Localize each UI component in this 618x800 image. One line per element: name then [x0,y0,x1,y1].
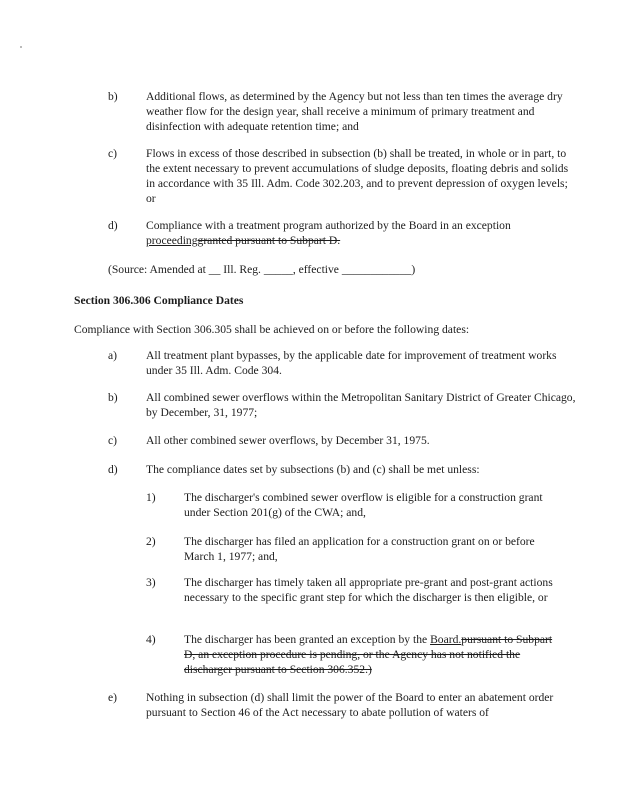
item-text: All other combined sewer overflows, by December 31, 1975. [146,434,430,447]
item-label: e) [108,691,118,704]
item-label: d) [108,219,118,232]
source-note: (Source: Amended at __ Ill. Reg. _____, effective ____________) [108,263,416,276]
item-text: The discharger has filed an application for a construction grant on or before March 1, 1977; and, [184,535,535,563]
deleted-text: pursuant to Subpart D, an exception procedure is pending, or the Agency has not notified the discharger pursuant to Section 306.352.) [184,633,553,676]
item-label: 4) [146,633,156,646]
section-heading: Section 306.306 Compliance Dates [74,294,244,307]
item-label: b) [108,90,118,103]
item-text [184,632,564,677]
item-text: The compliance dates set by subsections (b) and (c) shall be met unless: [146,463,480,476]
item-text: All treatment plant bypasses, by the applicable date for improvement of treatment works under 35 Ill. Adm. Code 304. [146,349,557,377]
item-text: All combined sewer overflows within the Metropolitan Sanitary District of Greater Chicago, by December, 31, 1977; [146,391,576,419]
item-text: The discharger has timely taken all appropriate pre-grant and post-grant actions necessary to the specific grant step for which the discharger is then eligible, or [184,576,553,604]
item-label: 2) [146,535,156,548]
item-label: c) [108,434,118,447]
item-label: d) [108,463,118,476]
item-text: Flows in excess of those described in subsection (b) shall be treated, in whole or in part, to the extent necessary to prevent accumulations of sludge deposits, floating debris and solids in accordance with 35 Ill. Adm. Code 302.203, and to prevent depression of oxygen levels; or [146,147,569,205]
item-label: c) [108,147,118,160]
item-label: b) [108,391,118,404]
item-text: Additional flows, as determined by the Agency but not less than ten times the average dry weather flow for the design year, shall receive a minimum of primary treatment and disinfection with adequate retention time; and [146,90,563,133]
inserted-text: Board. [430,633,462,646]
item-text: The discharger's combined sewer overflow is eligible for a construction grant under Section 201(g) of the CWA; and, [184,491,543,519]
item-label: a) [108,349,118,362]
inserted-text: proceeding [146,234,198,247]
item-text-main: Compliance with a treatment program authorized by the Board in an exception [146,219,511,232]
deleted-text: granted pursuant to Subpart D. [197,234,341,247]
item-text: Nothing in subsection (d) shall limit the power of the Board to enter an abatement order pursuant to Section 46 of the Act necessary to abate pollution of waters of [146,691,554,719]
item-label: 3) [146,576,156,589]
item-text [146,218,578,248]
scan-speck [20,46,22,48]
section-intro: Compliance with Section 306.305 shall be achieved on or before the following dates: [74,323,470,336]
item-label: 1) [146,491,156,504]
item-text-main: The discharger has been granted an exception by the [184,633,431,646]
